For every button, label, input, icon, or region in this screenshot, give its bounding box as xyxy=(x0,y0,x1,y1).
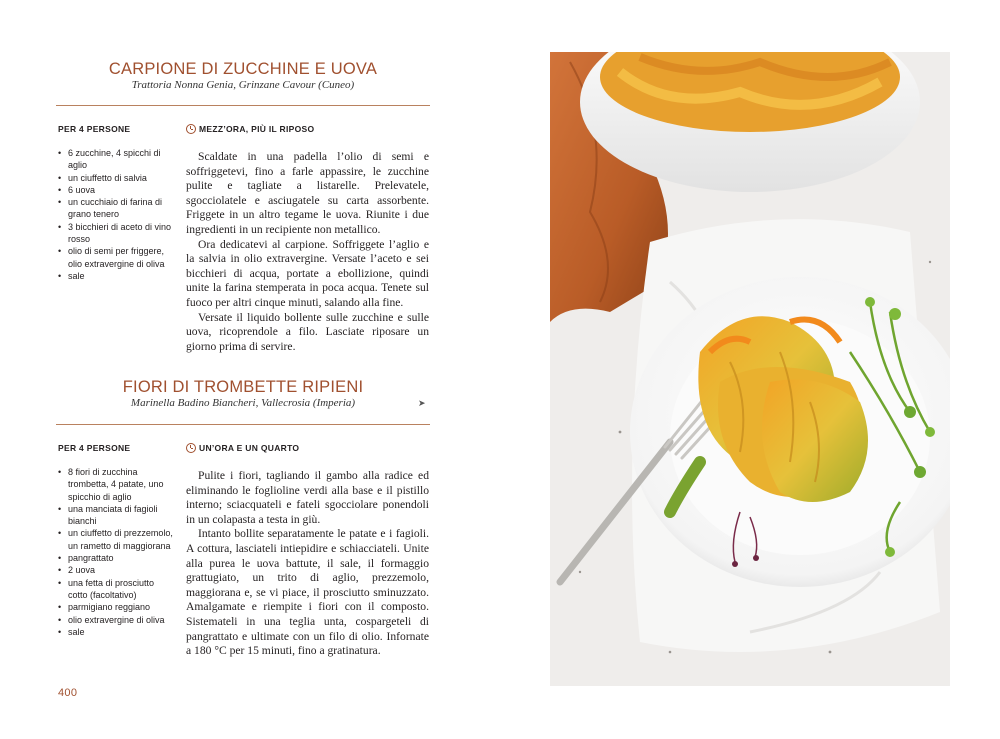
page-number: 400 xyxy=(58,687,78,699)
recipe-title: FIORI DI TROMBETTE RIPIENI xyxy=(122,378,364,396)
ingredient-item: • sale xyxy=(58,270,176,282)
ingredient-item: • 2 uova xyxy=(58,564,176,576)
ingredients-list xyxy=(58,147,176,282)
time-label xyxy=(186,123,314,135)
arrow-right-icon: ➤ xyxy=(418,399,426,409)
recipe-steps xyxy=(186,150,429,354)
ingredient-item: • olio extravergine di oliva xyxy=(58,614,176,626)
clock-icon xyxy=(186,124,196,134)
step-paragraph: Versate il liquido bollente sulle zucchine e sulle uova, ricoprendole a filo. Lasciate riposare un giorno prima di servire. xyxy=(186,310,429,353)
recipe-title: CARPIONE DI ZUCCHINE E UOVA xyxy=(108,60,378,78)
recipe-source: Trattoria Nonna Genia, Grinzane Cavour (Cuneo) xyxy=(131,79,355,91)
time-label xyxy=(186,442,299,454)
servings-label: PER 4 PERSONE xyxy=(58,124,131,134)
ingredient-item: • un ciuffetto di salvia xyxy=(58,172,176,184)
ingredient-item: • una fetta di prosciutto cotto (facoltativo) xyxy=(58,577,176,602)
ingredient-item: • pangrattato xyxy=(58,552,176,564)
step-paragraph: Ora dedicatevi al carpione. Soffriggete l’aglio e la salvia in olio extravergine. Versate l’aceto e sei bicchieri di acqua, portate a ebollizione, quindi unite la farina stemperata in poca acqua. Tenete sul fuoco per altri cinque minuti, salando alla fine. xyxy=(186,237,429,309)
time-text: MEZZ’ORA, PIÙ IL RIPOSO xyxy=(199,124,315,134)
ingredients-list xyxy=(58,466,176,638)
food-photo-illustration xyxy=(550,52,950,686)
ingredient-item: • una manciata di fagioli bianchi xyxy=(58,503,176,528)
clock-icon xyxy=(186,443,196,453)
ingredient-item: • un cucchiaio di farina di grano tenero xyxy=(58,196,176,221)
ingredient-item: • parmigiano reggiano xyxy=(58,601,176,613)
food-photo xyxy=(550,52,950,686)
step-paragraph: Pulite i fiori, tagliando il gambo alla radice ed eliminando le foglioline verdi alla base e il pistillo interno; sciacquateli e fateli sgocciolare ponendoli in un colapasta a testa in giù. xyxy=(186,469,429,526)
ingredient-item: • olio di semi per friggere, olio extravergine di oliva xyxy=(58,245,176,270)
servings-label: PER 4 PERSONE xyxy=(58,443,131,453)
divider xyxy=(56,424,430,425)
ingredient-item: • 3 bicchieri di aceto di vino rosso xyxy=(58,221,176,246)
ingredient-item: • 8 fiori di zucchina trombetta, 4 patate, uno spicchio di aglio xyxy=(58,466,176,503)
ingredient-item: • 6 zucchine, 4 spicchi di aglio xyxy=(58,147,176,172)
recipe-source: Marinella Badino Biancheri, Vallecrosia (Imperia) xyxy=(130,397,356,409)
step-paragraph: Intanto bollite separatamente le patate e i fagioli. A cottura, lasciateli intiepidire e schiacciateli. Unite alla purea le uova battute, il sale, il formaggio grattugiato, un trito di aglio, prezzemolo, maggiorana e, se vi piace, il prosciutto sminuzzato. Amalgamate e riempite i fiori con il composto. Sistemateli in una teglia unta, cospargeteli di pangrattato e ultimate con un filo di olio. Infornate a 180 °C per 15 minuti, fino a gratinatura. xyxy=(186,527,429,658)
time-text: UN’ORA E UN QUARTO xyxy=(199,443,300,453)
divider xyxy=(56,105,430,106)
step-paragraph: Scaldate in una padella l’olio di semi e soffriggetevi, fino a farle appassire, le zucchine pulite e tagliate a listarelle. Prelevatele, sgocciolatele e asciugatele su carta assorbente. Friggete in un altro tegame le uova. Riunite i due ingredienti in un recipiente non metallico. xyxy=(186,150,429,236)
recipe-steps xyxy=(186,469,429,659)
ingredient-item: • sale xyxy=(58,626,176,638)
ingredient-item: • un ciuffetto di prezzemolo, un rametto di maggiorana xyxy=(58,527,176,552)
ingredient-item: • 6 uova xyxy=(58,184,176,196)
